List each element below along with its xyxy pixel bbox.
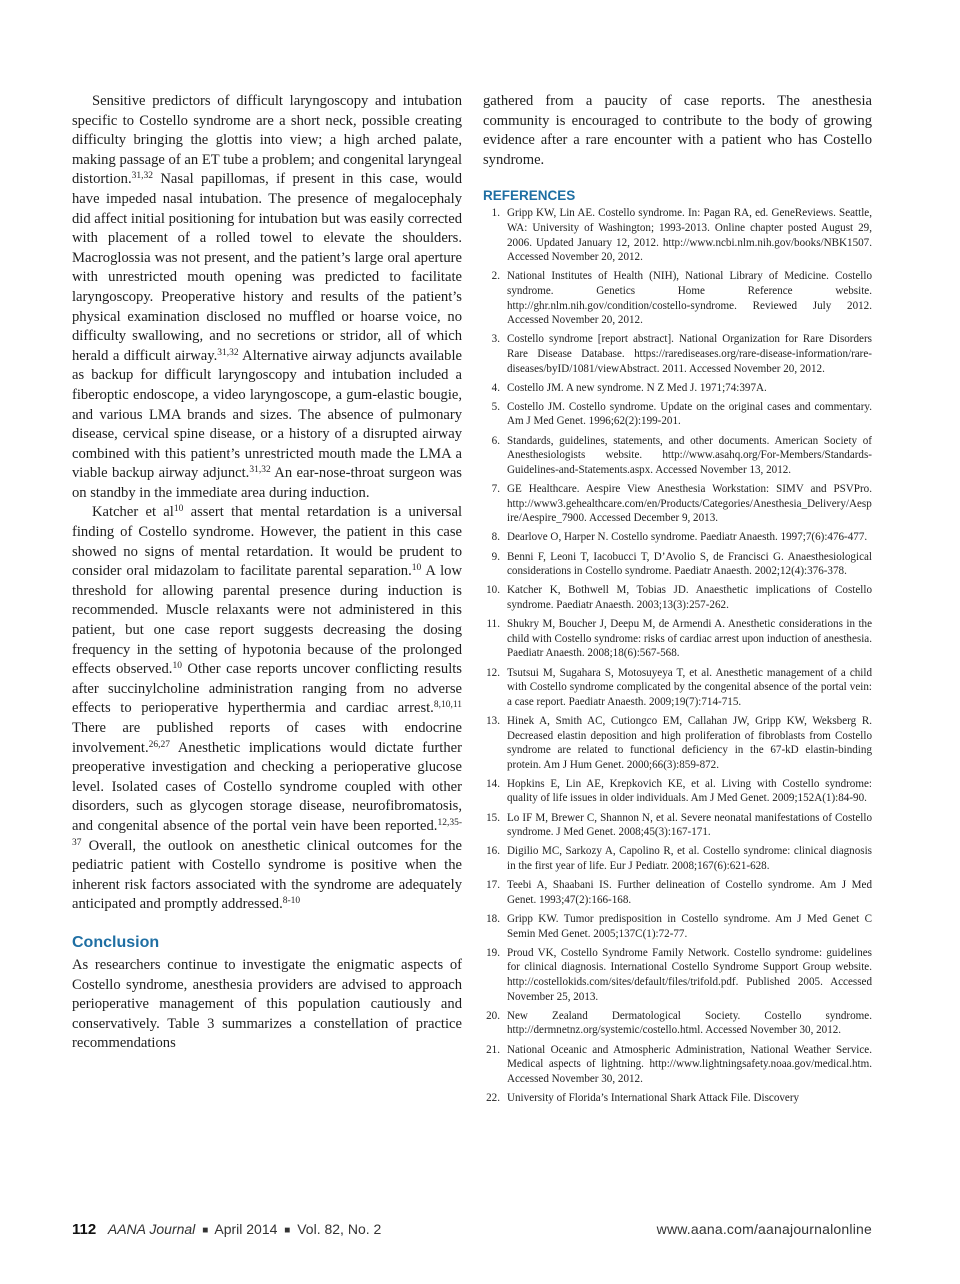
reference-item — [483, 844, 872, 873]
body-paragraph-airway — [72, 92, 462, 503]
reference-text: Teebi A, Shaabani IS. Further delineation of Costello syndrome. Am J Med Genet. 1993;47(2):166-168. — [507, 879, 872, 906]
reference-number: 13. — [486, 714, 500, 727]
citation-superscript: 10 — [411, 563, 422, 574]
reference-item — [483, 617, 872, 661]
reference-item — [483, 1009, 872, 1038]
reference-item — [483, 530, 872, 545]
paragraph-text: Overall, the outlook on anesthetic clinical outcomes for the pediatric patient with Costello syndrome is positive when the inherent risk factors associated with the syndrome are adequately anticipated and promptly addressed. — [72, 837, 462, 913]
reference-number: 22. — [486, 1091, 500, 1104]
reference-number: 21. — [486, 1043, 500, 1056]
reference-number: 16. — [486, 845, 500, 858]
journal-name: AANA Journal — [107, 1221, 196, 1237]
reference-text: Proud VK, Costello Syndrome Family Network. Costello syndrome: guidelines for clinical diagnosis. International Costello Syndrome Support Group website. http://costellokids.com/sites/default/files/trifold.pdf. Published 2005. Accessed November 25, 2013. — [507, 946, 872, 1003]
reference-text: National Oceanic and Atmospheric Administration, National Weather Service. Medical aspects of lightning. http://www.lightningsafety.noaa.gov/medical.htm. Accessed November 30, 2012. — [507, 1043, 872, 1085]
bullet-separator: ■ — [202, 1225, 209, 1236]
reference-item — [483, 550, 872, 579]
paragraph-text: Alternative airway adjuncts available as backup for difficult laryngoscopy and intubation included a fiberoptic endoscope, a video laryngoscope, a gum-elastic bougie, and various LMA brands and sizes. The absence of pulmonary disease, cervical spine disease, or a history of a disrupted airway combined with this patient’s unrestricted mouth made the LMA a viable backup airway adjunct. — [72, 347, 462, 482]
left-column — [72, 92, 462, 1054]
reference-item — [483, 714, 872, 772]
references-list — [483, 206, 872, 1105]
reference-text: GE Healthcare. Aespire View Anesthesia Workstation: SIMV and PSVPro. http://www3.gehealthcare.com/en/Products/Categories/Anesthesia_Delivery/Aespire/Aespire_7900. Accessed December 9, 2013. — [507, 483, 872, 525]
reference-text: University of Florida’s International Shark Attack File. Discovery — [507, 1091, 800, 1104]
paragraph-text: Nasal papillomas, if present in this case, would have impeded nasal intubation. The presence of megalocephaly did affect initial positioning for intubation but was easily corrected with placement of a rolled towel to elevate the shoulders. Macroglossia was not present, and the patient’s large oral aperture with unrestricted mouth opening was predicted to facilitate laryngoscopy. Preoperative history and results of the patient’s physical examination disclosed no muffled or hoarse voice, no difficulty swallowing, and no secretions or stridor, all of which herald a difficult airway. — [72, 171, 463, 364]
reference-text: Hopkins E, Lin AE, Krepkovich KE, et al. Living with Costello syndrome: quality of life issues in older individuals. Am J Med Genet. 2009;152A(1):84-90. — [507, 777, 872, 805]
reference-text: Costello JM. A new syndrome. N Z Med J. 1971;74:397A. — [507, 381, 767, 394]
reference-text: Benni F, Leoni T, Iacobucci T, D’Avolio S, de Francisci G. Anaesthesiological considerations in Costello syndrome. Paediatr Anaesth. 2002;12(4):376-378. — [507, 550, 872, 578]
paragraph-text: Katcher et al — [92, 504, 174, 521]
reference-number: 19. — [486, 946, 500, 959]
reference-number: 10. — [486, 584, 500, 597]
reference-item — [483, 666, 872, 710]
reference-number: 2. — [491, 270, 500, 283]
reference-text: Lo IF M, Brewer C, Shannon N, et al. Severe neonatal manifestations of Costello syndrome. J Med Genet. 2008;45(3):167-171. — [507, 811, 872, 839]
citation-superscript: 31,32 — [249, 465, 271, 476]
reference-item — [483, 434, 872, 478]
reference-item — [483, 269, 872, 327]
reference-item — [483, 206, 872, 264]
body-paragraph-katcher — [72, 503, 462, 914]
reference-text: Standards, guidelines, statements, and other documents. American Society of Anesthesiologists website. http://www.asahq.org/For-Members/Standards-Guidelines-and-Statements.aspx. Accessed November 13, 2012. — [507, 434, 872, 476]
reference-item — [483, 381, 872, 396]
reference-number: 1. — [491, 207, 500, 220]
reference-number: 20. — [486, 1009, 500, 1022]
reference-text: Gripp KW. Tumor predisposition in Costello syndrome. Am J Med Genet C Semin Med Genet. 2005;137C(1):72-77. — [507, 913, 872, 940]
reference-text: Digilio MC, Sarkozy A, Capolino R, et al. Costello syndrome: clinical diagnosis in the first year of life. Eur J Pediatr. 2008;167(6):621-628. — [507, 845, 872, 873]
conclusion-heading: Conclusion — [72, 933, 160, 951]
paragraph-text: A low threshold for allowing parental presence during induction is recommended. Muscle relaxants were not administered in this patient, but one case report suggests decreasing the dosing frequency in the setting of hypotonia because of the prolonged effects observed. — [72, 563, 462, 678]
citation-superscript: 10 — [173, 504, 184, 515]
paragraph-text: There are published reports of cases with endocrine involvement. — [72, 720, 462, 756]
reference-text: Gripp KW, Lin AE. Costello syndrome. In: Pagan RA, ed. GeneReviews. Seattle, WA: University of Washington; 1993-2013. Online chapter posted August 29, 2006. Updated January 12, 2012. http://www.ncbi.nlm.nih.gov/books/NBK1507. Accessed November 20, 2012. — [507, 207, 872, 264]
reference-item — [483, 777, 872, 806]
citation-superscript: 8,10,11 — [433, 700, 462, 711]
journal-url-link[interactable]: www.aana.com/aanajournalonline — [656, 1221, 872, 1237]
reference-number: 8. — [491, 531, 500, 544]
reference-text: New Zealand Dermatological Society. Costello syndrome. http://dermnetnz.org/systemic/costello.html. Accessed November 30, 2012. — [507, 1009, 872, 1037]
references-heading: REFERENCES — [483, 188, 576, 204]
reference-number: 7. — [491, 483, 500, 496]
reference-text: Costello JM. Costello syndrome. Update on the original cases and commentary. Am J Med Genet. 1996;62(2):199-201. — [507, 400, 872, 428]
reference-item — [483, 332, 872, 376]
page-number: 112 — [72, 1221, 97, 1238]
paragraph-text: Other case reports uncover conflicting results after succinylcholine administration ranging from no adverse effects to perioperative hyperthermia and cardiac arrest. — [72, 661, 462, 717]
citation-superscript: 26,27 — [148, 739, 170, 750]
bullet-separator: ■ — [284, 1225, 291, 1236]
reference-item — [483, 946, 872, 1004]
page-footer — [72, 1221, 872, 1243]
reference-number: 3. — [491, 333, 500, 346]
issue-date: April 2014 — [214, 1221, 278, 1237]
reference-number: 6. — [491, 434, 500, 447]
citation-superscript: 8-10 — [282, 896, 301, 907]
reference-item — [483, 583, 872, 612]
reference-number: 4. — [491, 381, 500, 394]
reference-number: 11. — [486, 618, 500, 631]
reference-item — [483, 878, 872, 907]
citation-superscript: 10 — [172, 661, 182, 672]
reference-number: 5. — [491, 400, 500, 413]
citation-superscript: 12,35-37 — [72, 817, 462, 848]
reference-text: Costello syndrome [report abstract]. National Organization for Rare Disorders Rare Disease Database. https://rarediseases.org/rare-disease-information/rare-diseases/byID/1081/viewAbstract. 2011. Accessed November 20, 2012. — [507, 333, 872, 375]
reference-number: 17. — [486, 879, 500, 892]
right-column — [483, 92, 872, 1110]
volume-issue: Vol. 82, No. 2 — [297, 1221, 382, 1237]
reference-item — [483, 1091, 872, 1106]
reference-text: National Institutes of Health (NIH), National Library of Medicine. Costello syndrome. Genetics Home Reference website. http://ghr.nlm.nih.gov/condition/costello-syndrome. Reviewed July 2012. Accessed November 20, 2012. — [507, 270, 872, 327]
reference-text: Dearlove O, Harper N. Costello syndrome. Paediatr Anaesth. 1997;7(6):476-477. — [507, 531, 868, 544]
paragraph-text: assert that mental retardation is a universal finding of Costello syndrome. However, the patient in this case showed no signs of mental retardation. It would be prudent to consider oral midazolam to facilitate parental separation. — [72, 504, 462, 580]
reference-item — [483, 811, 872, 840]
citation-superscript: 31,32 — [217, 347, 239, 358]
reference-number: 9. — [491, 550, 500, 563]
reference-item — [483, 912, 872, 941]
conclusion-paragraph: As researchers continue to investigate the enigmatic aspects of Costello syndrome, anesthesia providers are advised to approach perioperative management of this population cautiously and conservatively. Table 3 summarizes a constellation of practice recommendations — [72, 956, 462, 1052]
reference-item — [483, 400, 872, 429]
reference-number: 12. — [486, 666, 500, 679]
paragraph-text: Sensitive predictors of difficult laryngoscopy and intubation specific to Costello syndrome are a short neck, possible creating difficulty bringing the glottis into view; a high arched palate, making passage of an ET tube a problem; and congenital laryngeal distortion. — [72, 93, 462, 188]
reference-text: Katcher K, Bothwell M, Tobias JD. Anaesthetic implications of Costello syndrome. Paediatr Anaesth. 2003;13(3):257-262. — [507, 584, 872, 611]
reference-text: Hinek A, Smith AC, Cutiongco EM, Callahan JW, Gripp KW, Weksberg R. Decreased elastin deposition and high proliferation of fibroblasts from Costello syndrome are related to functional deficiency in the 67-kD elastin-binding protein. Am J Hum Genet. 2000;66(3):859-872. — [507, 714, 872, 771]
reference-item — [483, 1043, 872, 1087]
reference-item — [483, 482, 872, 526]
reference-number: 15. — [486, 811, 500, 824]
paragraph-text: Anesthetic implications would dictate further preoperative investigation and checking a perioperative glucose level. Isolated cases of Costello syndrome coupled with other disorders, such as glycogen storage disease, neurofibromatosis, and congenital absence of the portal vein have been reported. — [72, 739, 462, 834]
reference-text: Shukry M, Boucher J, Deepu M, de Armendi A. Anesthetic considerations in the child with Costello syndrome: risks of cardiac arrest upon induction of anesthesia. Paediatr Anaesth. 2008;18(6):567-568. — [507, 618, 872, 660]
paragraph-text: An ear-nose-throat surgeon was on standby in the immediate area during induction. — [72, 465, 462, 501]
reference-number: 18. — [486, 913, 500, 925]
conclusion-continuation: gathered from a paucity of case reports. The anesthesia community is encouraged to contribute to the body of growing evidence after a rare encounter with a patient who has Costello syndrome. — [483, 93, 872, 168]
reference-text: Tsutsui M, Sugahara S, Motosuyeya T, et al. Anesthetic management of a child with Costello syndrome complicated by the congenital absence of the portal vein: a case report. Paediatr Anaesth. 2009;19(7):714-715. — [507, 666, 872, 708]
citation-superscript: 31,32 — [131, 171, 153, 182]
reference-number: 14. — [486, 777, 500, 790]
